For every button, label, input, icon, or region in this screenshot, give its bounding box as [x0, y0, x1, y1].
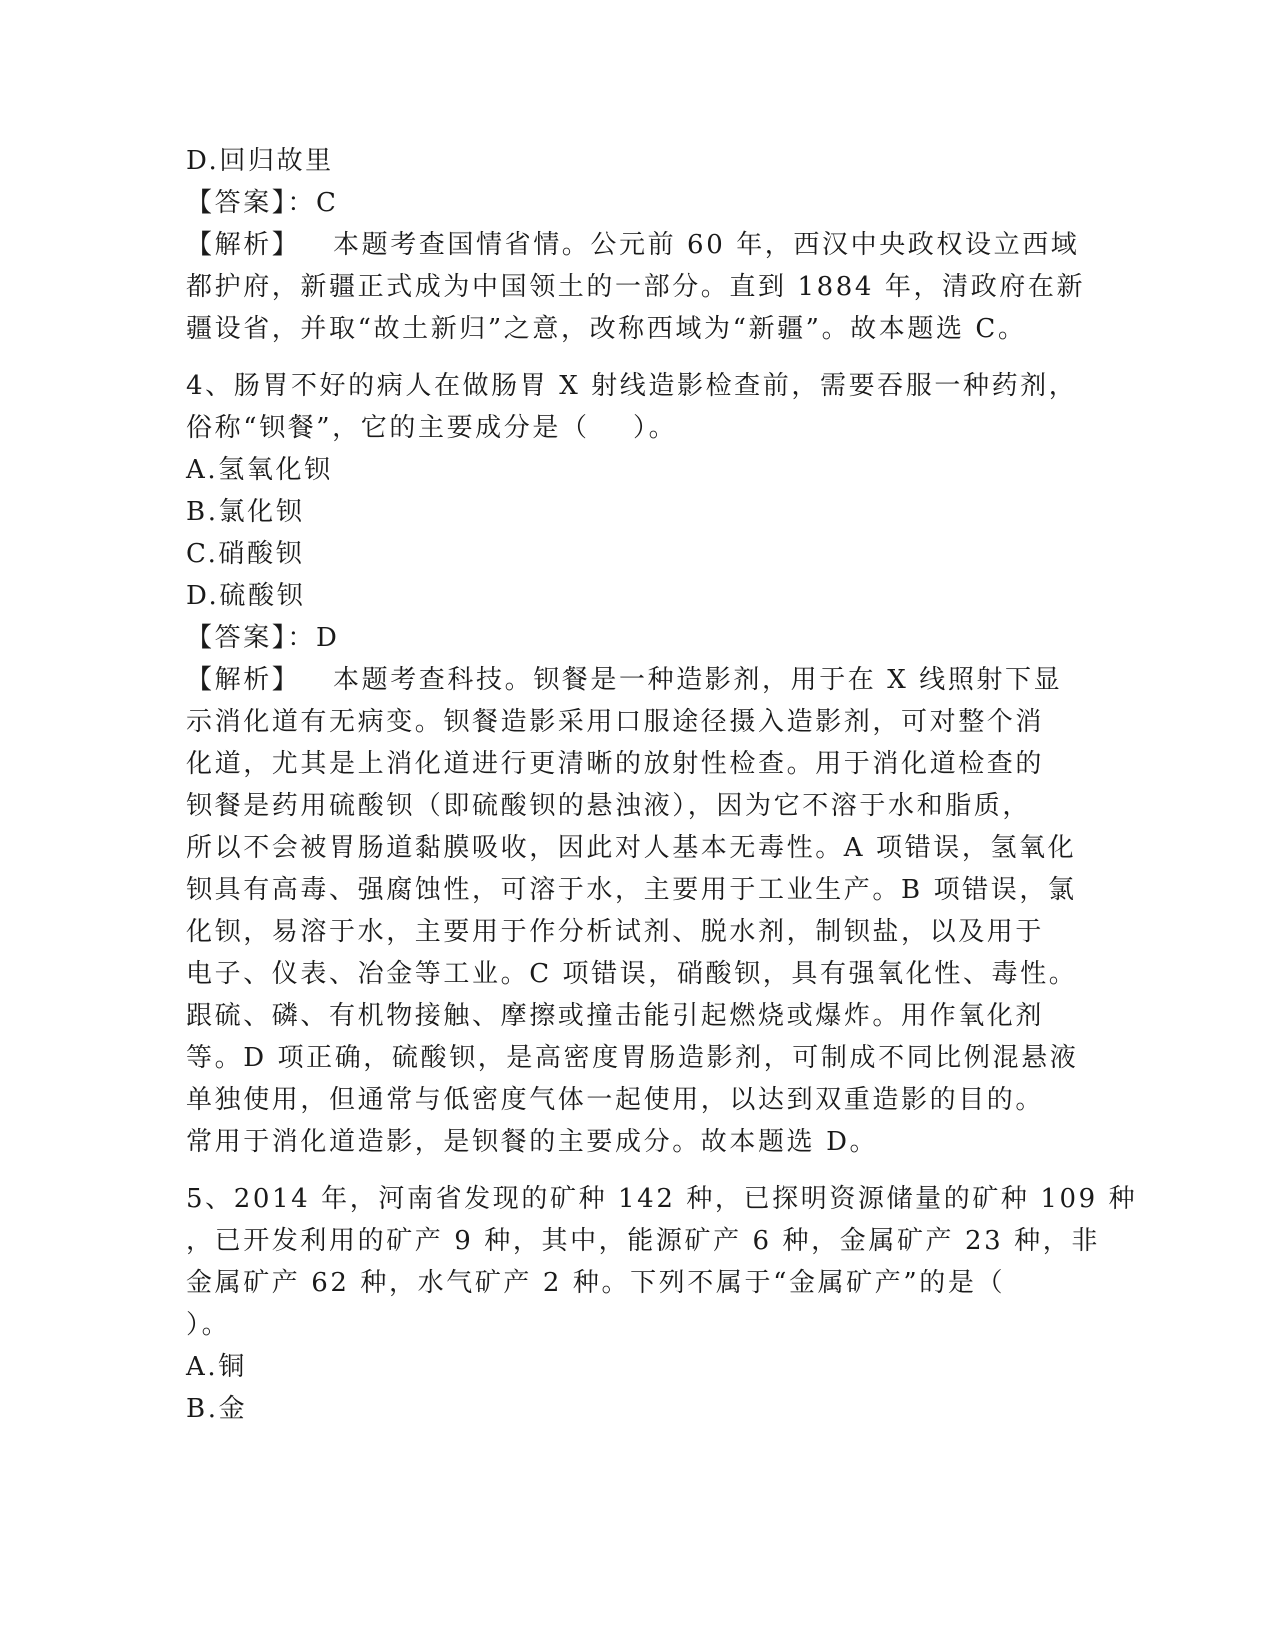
q4-analysis-line: 钡具有高毒、强腐蚀性，可溶于水，主要用于工业生产。B 项错误，氯: [186, 875, 1077, 905]
q4-analysis-line: 【解析】 本题考查科技。钡餐是一种造影剂，用于在 X 线照射下显: [186, 665, 1063, 695]
q4-stem-line: 俗称“钡餐”，它的主要成分是（ ）。: [186, 413, 678, 443]
q3-answer: 【答案】：C: [186, 188, 339, 218]
q3-option-d: D.回归故里: [186, 146, 334, 176]
q5-option-a: A.铜: [186, 1352, 247, 1382]
q4-option-d: D.硫酸钡: [186, 581, 306, 611]
q4-option-c: C.硝酸钡: [186, 539, 305, 569]
q4-answer: 【答案】：D: [186, 623, 340, 653]
q4-analysis-line: 常用于消化道造影，是钡餐的主要成分。故本题选 D。: [186, 1127, 879, 1157]
q3-analysis-line: 都护府，新疆正式成为中国领土的一部分。直到 1884 年，清政府在新: [186, 272, 1086, 302]
q4-analysis-line: 所以不会被胃肠道黏膜吸收，因此对人基本无毒性。A 项错误，氢氧化: [186, 833, 1077, 863]
q4-option-b: B.氯化钡: [186, 497, 305, 527]
q4-analysis-line: 等。D 项正确，硫酸钡，是高密度胃肠造影剂，可制成不同比例混悬液: [186, 1043, 1079, 1073]
q4-analysis-line: 电子、仪表、冶金等工业。C 项错误，硝酸钡，具有强氧化性、毒性。: [186, 959, 1078, 989]
q4-option-a: A.氢氧化钡: [186, 455, 333, 485]
q3-analysis-line: 疆设省，并取“故土新归”之意，改称西域为“新疆”。故本题选 C。: [186, 314, 1027, 344]
q5-stem-line: 金属矿产 62 种，水气矿产 2 种。下列不属于“金属矿产”的是（: [186, 1268, 1006, 1298]
q5-stem-line: 5、2014 年，河南省发现的矿种 142 种，已探明资源储量的矿种 109 种: [186, 1184, 1138, 1214]
q4-analysis-line: 示消化道有无病变。钡餐造影采用口服途径摄入造影剂，可对整个消: [186, 707, 1045, 737]
q4-analysis-line: 化道，尤其是上消化道进行更清晰的放射性检查。用于消化道检查的: [186, 749, 1045, 779]
q5-stem-line: ）。: [186, 1310, 231, 1340]
q5-stem-line: ，已开发利用的矿产 9 种，其中，能源矿产 6 种，金属矿产 23 种，非: [186, 1226, 1100, 1256]
q4-analysis-line: 化钡，易溶于水，主要用于作分析试剂、脱水剂，制钡盐，以及用于: [186, 917, 1045, 947]
q4-analysis-line: 单独使用，但通常与低密度气体一起使用，以达到双重造影的目的。: [186, 1085, 1045, 1115]
q3-analysis-line: 【解析】 本题考查国情省情。公元前 60 年，西汉中央政权设立西域: [186, 230, 1080, 260]
q5-option-b: B.金: [186, 1394, 248, 1424]
q4-stem-line: 4、肠胃不好的病人在做肠胃 X 射线造影检查前，需要吞服一种药剂，: [186, 371, 1078, 401]
q4-analysis-line: 跟硫、磷、有机物接触、摩擦或撞击能引起燃烧或爆炸。用作氧化剂: [186, 1001, 1045, 1031]
q4-analysis-line: 钡餐是药用硫酸钡（即硫酸钡的悬浊液），因为它不溶于水和脂质，: [186, 791, 1032, 821]
